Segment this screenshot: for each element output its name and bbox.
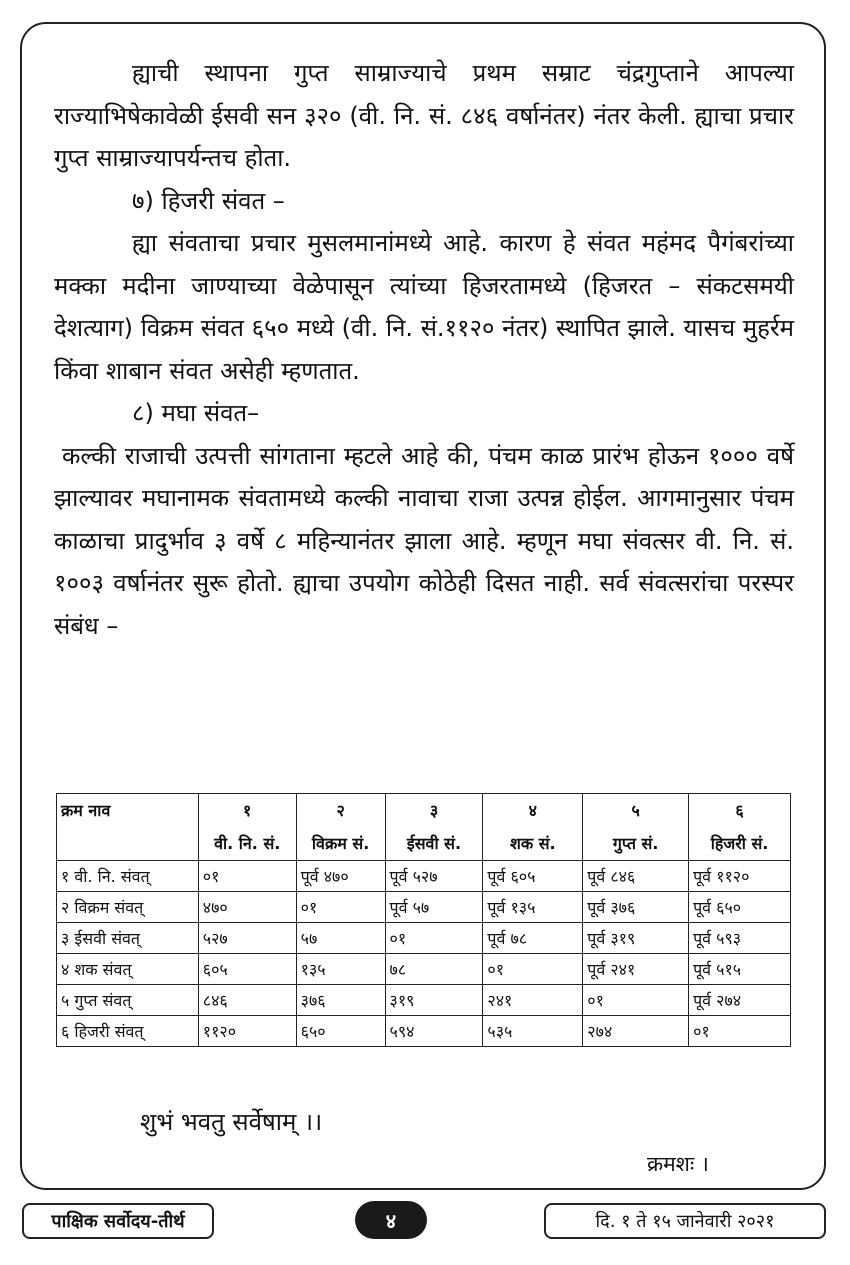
table-cell: ३१९ bbox=[385, 985, 483, 1016]
column-header: विक्रम सं. bbox=[296, 826, 385, 861]
column-number: २ bbox=[296, 794, 385, 827]
table-header-numbers bbox=[57, 794, 791, 827]
table-cell: पूर्व २७४ bbox=[689, 985, 791, 1016]
column-header: ईसवी सं. bbox=[385, 826, 483, 861]
table-cell: पूर्व ३७६ bbox=[583, 892, 689, 923]
table-corner-label: क्रम नाव bbox=[57, 794, 199, 827]
paragraph-magha-era: कल्की राजाची उत्पत्ती सांगताना म्हटले आहे की, पंचम काळ प्रारंभ होऊन १००० वर्षे झाल्यावर मघानामक संवतामध्ये कल्की नावाचा राजा उत्पन्न होईल. आगमानुसार पंचम काळाचा प्रादुर्भाव ३ वर्षे ८ महिन्यानंतर झाला आहे. म्हणून मघा संवत्सर वी. नि. सं. १००३ वर्षानंतर सुरू होतो. ह्याचा उपयोग कोठेही दिसत नाही. सर्व संवत्सरांचा परस्पर संबंध – bbox=[54, 441, 794, 640]
table-cell: पूर्व ७८ bbox=[483, 923, 583, 954]
table-header-names bbox=[57, 826, 791, 861]
column-number: १ bbox=[198, 794, 296, 827]
column-number: ४ bbox=[483, 794, 583, 827]
table-cell: ०१ bbox=[689, 1016, 791, 1047]
table-cell: ०१ bbox=[583, 985, 689, 1016]
table-row bbox=[57, 1016, 791, 1047]
row-label: ३ ईसवी संवत् bbox=[57, 923, 199, 954]
column-header: शक सं. bbox=[483, 826, 583, 861]
column-header: वी. नि. सं. bbox=[198, 826, 296, 861]
table-cell: पूर्व २४१ bbox=[583, 954, 689, 985]
table-cell: पूर्व ४७० bbox=[296, 861, 385, 892]
table-cell: ६०५ bbox=[198, 954, 296, 985]
column-number: ३ bbox=[385, 794, 483, 827]
table-cell: ५३५ bbox=[483, 1016, 583, 1047]
table-cell: ०१ bbox=[198, 861, 296, 892]
continued-note: क्रमशः । bbox=[647, 1152, 709, 1176]
table-cell: पूर्व ११२० bbox=[689, 861, 791, 892]
table-cell: ८४६ bbox=[198, 985, 296, 1016]
page-number: ४ bbox=[355, 1201, 427, 1239]
paragraph-gupta-era: ह्याची स्थापना गुप्त साम्राज्याचे प्रथम सम्राट चंद्रगुप्ताने आपल्या राज्याभिषेकावेळी ईसवी सन ३२० (वी. नि. सं. ८४६ वर्षानंतर) नंतर केली. ह्याचा प्रचार गुप्त साम्राज्यापर्यन्तच होता. bbox=[54, 59, 794, 172]
table-cell: पूर्व ८४६ bbox=[583, 861, 689, 892]
table-cell: पूर्व ६५० bbox=[689, 892, 791, 923]
issue-date: दि. १ ते १५ जानेवारी २०२१ bbox=[544, 1203, 826, 1239]
table-cell: ५७ bbox=[296, 923, 385, 954]
row-label: ४ शक संवत् bbox=[57, 954, 199, 985]
row-label: १ वी. नि. संवत् bbox=[57, 861, 199, 892]
column-header: हिजरी सं. bbox=[689, 826, 791, 861]
table-cell: २७४ bbox=[583, 1016, 689, 1047]
table-cell: पूर्व ५२७ bbox=[385, 861, 483, 892]
article-body bbox=[54, 52, 794, 647]
table-cell: ३७६ bbox=[296, 985, 385, 1016]
table-cell: ०१ bbox=[296, 892, 385, 923]
row-label: ६ हिजरी संवत् bbox=[57, 1016, 199, 1047]
column-header: गुप्त सं. bbox=[583, 826, 689, 861]
table-cell: १३५ bbox=[296, 954, 385, 985]
table-cell: पूर्व ३१९ bbox=[583, 923, 689, 954]
table-cell: पूर्व ५१५ bbox=[689, 954, 791, 985]
table-cell: पूर्व ५७ bbox=[385, 892, 483, 923]
heading-magha-era: ८) मघा संवत– bbox=[132, 399, 260, 427]
table-cell: ५९४ bbox=[385, 1016, 483, 1047]
era-relation-table bbox=[56, 793, 791, 1047]
table-row bbox=[57, 923, 791, 954]
table-cell: ०१ bbox=[385, 923, 483, 954]
table-cell: ७८ bbox=[385, 954, 483, 985]
publication-name: पाक्षिक सर्वोदय-तीर्थ bbox=[22, 1203, 214, 1239]
column-number: ६ bbox=[689, 794, 791, 827]
row-label: ५ गुप्त संवत् bbox=[57, 985, 199, 1016]
table-row bbox=[57, 954, 791, 985]
table-row bbox=[57, 985, 791, 1016]
table-cell: ११२० bbox=[198, 1016, 296, 1047]
table-cell: पूर्व १३५ bbox=[483, 892, 583, 923]
table-cell: ०१ bbox=[483, 954, 583, 985]
table-cell: २४१ bbox=[483, 985, 583, 1016]
table-cell: ५२७ bbox=[198, 923, 296, 954]
table-row bbox=[57, 892, 791, 923]
closing-blessing: शुभं भवतु सर्वेषाम् ।। bbox=[140, 1108, 323, 1136]
table-cell: पूर्व ५९३ bbox=[689, 923, 791, 954]
table-row bbox=[57, 861, 791, 892]
table-cell: पूर्व ६०५ bbox=[483, 861, 583, 892]
row-label: २ विक्रम संवत् bbox=[57, 892, 199, 923]
table-cell: ६५० bbox=[296, 1016, 385, 1047]
table-cell: ४७० bbox=[198, 892, 296, 923]
heading-hijri-era: ७) हिजरी संवत – bbox=[132, 186, 285, 215]
column-number: ५ bbox=[583, 794, 689, 827]
paragraph-hijri-era: ह्या संवताचा प्रचार मुसलमानांमध्ये आहे. कारण हे संवत महंमद पैगंबरांच्या मक्का मदीना जाण्याच्या वेळेपासून त्यांच्या हिजरतामध्ये (हिजरत – संकटसमयी देशत्याग) विक्रम संवत ६५० मध्ये (वी. नि. सं.११२० नंतर) स्थापित झाले. यासच मुहर्रम किंवा शाबान संवत असेही म्हणतात. bbox=[54, 229, 794, 385]
table-corner-blank bbox=[57, 826, 199, 861]
